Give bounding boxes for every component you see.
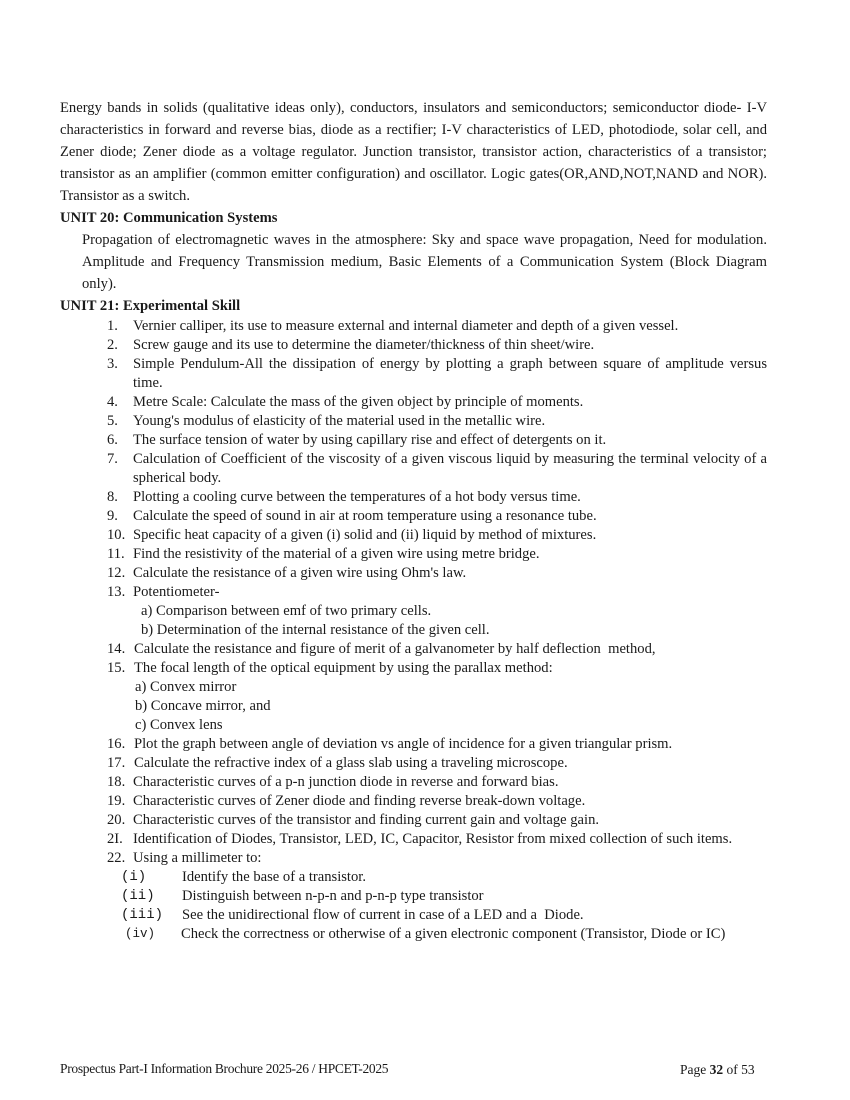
sub-item: (iv) Check the correctness or otherwise of a given electronic component (Transistor, Diode or IC) — [125, 926, 726, 942]
list-item: 3. Simple Pendulum-All the dissipation of energy by plotting a graph between square of amplitude versus time. — [107, 356, 771, 391]
sub-item: c) Convex lens — [135, 717, 223, 733]
sub-item: a) Convex mirror — [135, 679, 237, 695]
current-page: 32 — [709, 1062, 724, 1077]
list-item: 18. Characteristic curves of a p-n junction diode in reverse and forward bias. — [107, 774, 559, 790]
list-item: 12. Calculate the resistance of a given wire using Ohm's law. — [107, 565, 467, 581]
list-item: 20. Characteristic curves of the transistor and finding current gain and voltage gain. — [107, 812, 600, 828]
list-item: 11. Find the resistivity of the material of a given wire using metre bridge. — [107, 546, 540, 562]
list-item: 5. Young's modulus of elasticity of the material used in the metallic wire. — [107, 413, 546, 429]
sub-item: (i) Identify the base of a transistor. — [121, 869, 366, 885]
sub-item: b) Determination of the internal resistance of the given cell. — [141, 622, 490, 638]
page-content — [60, 97, 771, 944]
page-number: Page 32 of 53 — [680, 1062, 755, 1077]
sub-item: (iii) See the unidirectional flow of current in case of a LED and a Diode. — [121, 907, 584, 923]
unit-20-heading: UNIT 20: Communication Systems — [60, 210, 278, 226]
sub-item: a) Comparison between emf of two primary cells. — [141, 603, 432, 619]
sub-item: (ii) Distinguish between n-p-n and p-n-p type transistor — [121, 888, 484, 904]
list-item: 2. Screw gauge and its use to determine the diameter/thickness of thin sheet/wire. — [107, 337, 595, 353]
list-item: 19. Characteristic curves of Zener diode and finding reverse break-down voltage. — [107, 793, 586, 809]
list-item: 4. Metre Scale: Calculate the mass of the given object by principle of moments. — [107, 394, 584, 410]
unit-20-body: Propagation of electromagnetic waves in the atmosphere: Sky and space wave propagation, Need for modulation. Amplitude and Frequency Transmission medium, Basic Elements of a Communication System (Block Diagram only). — [82, 232, 767, 292]
footer-brochure-title: Prospectus Part-I Information Brochure 2025-26 / HPCET-2025 — [60, 1061, 389, 1076]
list-item: 16. Plot the graph between angle of deviation vs angle of incidence for a given triangular prism. — [107, 736, 673, 752]
list-item: 14. Calculate the resistance and figure of merit of a galvanometer by half deflection method, — [107, 641, 656, 657]
list-item: 10. Specific heat capacity of a given (i) solid and (ii) liquid by method of mixtures. — [107, 527, 597, 543]
list-item: 17. Calculate the refractive index of a glass slab using a traveling microscope. — [107, 755, 568, 771]
list-item: 13. Potentiometer- — [107, 584, 220, 600]
experiment-list — [107, 317, 771, 944]
list-item: 6. The surface tension of water by using capillary rise and effect of detergents on it. — [107, 432, 607, 448]
sub-item: b) Concave mirror, and — [135, 698, 271, 714]
list-item: 7. Calculation of Coefficient of the viscosity of a given viscous liquid by measuring the terminal velocity of a spherical body. — [107, 451, 771, 486]
list-item: 8. Plotting a cooling curve between the temperatures of a hot body versus time. — [107, 489, 581, 505]
intro-paragraph: Energy bands in solids (qualitative ideas only), conductors, insulators and semiconductors; semiconductor diode- I-V characteristics in forward and reverse bias, diode as a rectifier; I-V characteristics of LED, photodiode, solar cell, and Zener diode; Zener diode as a voltage regulator. Junction transistor, transistor action, characteristics of a transistor; transistor as an amplifier (common emitter configuration) and oscillator. Logic gates(OR,AND,NOT,NAND and NOR). Transistor as a switch. — [60, 100, 767, 204]
list-item: 15. The focal length of the optical equipment by using the parallax method: — [107, 660, 553, 676]
list-item: 22. Using a millimeter to: — [107, 850, 262, 866]
list-item: 2I. Identification of Diodes, Transistor, LED, IC, Capacitor, Resistor from mixed collection of such items. — [107, 831, 733, 847]
list-item: 9. Calculate the speed of sound in air at room temperature using a resonance tube. — [107, 508, 597, 524]
list-item: 1. Vernier calliper, its use to measure external and internal diameter and depth of a given vessel. — [107, 318, 679, 334]
unit-21-heading: UNIT 21: Experimental Skill — [60, 298, 241, 314]
